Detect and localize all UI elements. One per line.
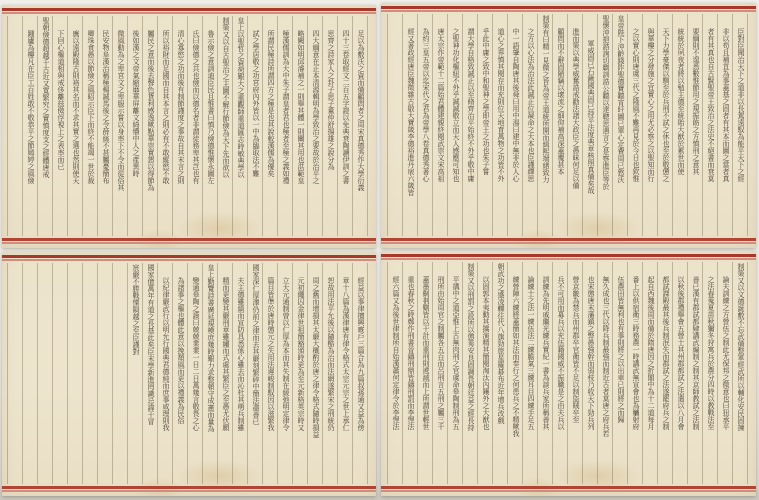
text-column: 廡以遠殿隆古則袼其名而不求其實之選也然則使天 [72, 30, 80, 184]
text-column: 非以苟且補苴為事蓋基之固者有其本而圖之當者真 [722, 28, 730, 182]
text-column: 起自西魏後周而備於隋唐因之折閣中為十二道每月 [647, 276, 655, 430]
text-column: 刑所由始周官之制屬各五百而呂刑言五刑之屬三千 [437, 276, 445, 430]
red-ruling-band-bottom [2, 486, 376, 492]
text-column: 中一語肇自陶唐其後舜曰用中湯曰建中無非於人心 [512, 28, 520, 182]
text-column: 兵不可用而募兵以充伍籍國威不振職是之由夫兵以 [557, 276, 565, 430]
manuscript-page-top-right [381, 3, 756, 248]
text-column: 謂大學自格致誠正以至脩齊治平始終不外乎敬中庸 [467, 28, 475, 182]
text-column: 天下力學豪傑以馴至於兵刑不試之休也至於敬憊之 [662, 28, 670, 182]
text-column: 重也春秋之時鄭作刑書晉鑄刑鼎皆鑄刑罰而李悝法 [407, 276, 415, 430]
text-column: 之聖神功化樞紐不外乎誠誠敬立而天人感應可知也 [452, 28, 460, 182]
text-column: 蓋墨劓剕劅皆以干計而重刑則遞減而上所謂世輕世 [422, 276, 430, 430]
text-column: 無久成也三代以降兵制最強而制近古者莫唐之府兵若 [602, 276, 610, 437]
text-column: 元初繩囚金律世祖簡豁頒時更為至元新格英宗時又 [297, 277, 305, 431]
text-columns-area [386, 14, 748, 236]
text-column: 試之學居敬之功宮府內外皆以一中為臨取法不難 [252, 30, 260, 177]
text-column: 夫主德雖縝而宣防具悉係心雖去而沁杜其萌兵制雖 [237, 277, 245, 431]
text-column: 制策又以自古聖治之主圖不解行節儉為天下先而欲以 [222, 17, 230, 178]
text-column: 要綱則不遑悉數惟節用之規振飭之方慎刑之意其 [692, 28, 700, 175]
text-column: 魯示儉之意訓迪臣民且惟書曰慎乃儉德惟懷永圖左 [207, 30, 215, 184]
text-column: 營京畿為禁兵而州郡卒官衛皆不足以制盜賊卒至 [572, 276, 580, 423]
text-column: 制策有曰精一見微之旨為帝王道統所開而緝熙端緒致力 [542, 15, 550, 183]
text-column: 後如漢之文帝氣縮靡華屏離文綺懵中人之產異時 [132, 30, 140, 177]
text-column: 國家億萬年有道之長基此矣臣末學新進罔識忌諱干冒 [147, 264, 155, 425]
red-ruling-band-top [2, 255, 376, 261]
text-column: 踵廬為樓凡在臣工百姓敢不敬恭平之節嫣婷之風儉 [27, 30, 35, 184]
text-columns-area [7, 16, 368, 236]
text-column: 下回心樞道相與戒侈離玆傚俘視上之表率而已 [57, 30, 65, 170]
text-column: 皇帝陛下沖齡踐阼聖德寶聽宵旰圖已單心定費周已憝沃 [617, 15, 625, 183]
text-column: 清心寡慾之功而後有制節謹度之事故自其末言之則 [177, 30, 185, 184]
text-column: 經益以事律擅興廐戶三篇合為九篇叔孫通又益為傍 [357, 277, 365, 431]
text-column: 論夫訓練之方營伍之制此尤保邦之微意也曰狃承平 [722, 276, 730, 430]
text-column: 略闕如明邱濬補之一則舉其體一則闡其用也洪範皇 [297, 30, 305, 184]
text-column: 番上以供宿衛三時務農一時講武無宣會也為觿射府 [632, 276, 640, 430]
text-column: 之法春蒐夏苗秋獮冬狩寓兵於農分四時以教戰法至 [707, 276, 715, 430]
text-column: 乎此中庸之致中和聖神之學即帝王之功也朱子嘗 [482, 28, 490, 175]
text-column: 以秋後郡禮舉會五營士其州郡都試之法遣以八月會 [677, 276, 685, 430]
text-column: 軍威固已石鍬國典固已持平法度典章核照真備矣哉 [587, 40, 595, 194]
text-column: 所以裕財而足國而自其本言之則必有不敢縱慾不敢 [162, 30, 170, 184]
text-column: 宸嚴不勝戰慄隕越之至臣謹對 [132, 264, 140, 355]
text-column: 屬民之意而後去聲色貨利感逸歟點華崇實懇以得節為 [147, 30, 155, 191]
red-ruling-band-top [381, 254, 756, 260]
red-ruling-band-top [381, 6, 756, 12]
text-column: 四大綱意在正本清源輯明為學致治之要故於治平之 [312, 30, 320, 184]
text-column: 恕故用法平允後以隨酷為治而法網遂繁宋之刑統仍 [327, 277, 335, 431]
text-column: 聖懷沖挹諮詢切劘訓誥公聽以達聰思遇言之是察進臣等於 [602, 15, 610, 190]
text-column: 國家深仁厚澤仍前之律而去其嚴刻繁碎中簡法盡善已 [252, 264, 260, 425]
text-column: 以固郭本夷動其撟演精其簡閱淘汰內鑲外之大猷也 [482, 276, 490, 430]
text-column: 所謂民極詩所謂四方之極是也其說較漢儒為優矣 [267, 30, 275, 177]
text-columns-area [386, 262, 748, 484]
text-column: 精而更變其嚴刑章雖繡而式處其繁臣之至愚尤伏願 [222, 277, 230, 431]
manuscript-page-bottom-left [2, 252, 376, 496]
text-column: 四十三卷取經文二百五字證以免典衰陶讀伊訓之書 [342, 30, 350, 184]
text-column: 章十八篇為漢律唐有律令格式太宗元宗之世上承仁 [342, 277, 350, 431]
text-column: 論練士之法一練伍法二練膽氣三練耳目四練手足五 [527, 276, 535, 430]
text-column: 立大元通制曾以仁厚為本而其失制在緩弛明定律令 [282, 277, 290, 431]
text-column: 練營陣六練將蓋簡如其法而奉行之何患兵之不精歟我 [512, 276, 520, 437]
text-column: 善已漢有郡試都肄講武編制之制其京師教試之法制 [692, 276, 700, 430]
text-column: 訓練為先明戚繼光練兵實紀一書為談兵家所稱善其 [542, 276, 550, 430]
text-column: 都試課殿最其後兵制泯失而郡試之法遂罷府兵之制 [662, 276, 670, 430]
text-column: 卿珠貪愚以節儉之風昭示臣下而終不能竭一世於裁 [87, 30, 95, 184]
text-column: 足以為敷沃之資而備顧問者之周宋真德秀作大學衍義 [357, 30, 365, 191]
text-column: 唐太宗作帝範十二篇始君體建親終閱武崇文宋高祖 [437, 28, 445, 182]
text-column: 極漢儒訓為大中朱子謂皇者君也極者至極之義如禮 [282, 30, 290, 184]
text-column: 變通皋陶之謨曰兢兢業業一日二日萬幾言敬畏之心 [192, 277, 200, 431]
text-column: 統統於夙夜者將以勉主德至統貽大猷於累世而使 [677, 28, 685, 175]
text-column: 伍農田皆無利也有事則將之以出車已則將之而歸 [617, 276, 625, 423]
text-columns-area [7, 263, 368, 484]
manuscript-page-bottom-right [381, 251, 756, 496]
text-column: 皇上以聖哲之資荷艱大之重觀師重道匯志時敏典學以 [237, 17, 245, 178]
text-column: 之方以心法為治法此誠正位凝命之大本也臣謹繹思 [527, 28, 535, 182]
text-column: 臣對臣聞治天下之道非以長駕遠馭為能平天下之經 [737, 28, 745, 182]
text-column: 也宋懲唐末藩鎮之弊愚強幹而弱枝乃收天下勁兵列 [587, 276, 595, 430]
text-column: 道心之界慎其閱存而充則位天地育萬物之功皆不外 [497, 28, 505, 182]
text-column: 為諸事之樞也體此意以挽頹風而更以禮義為民俗 [177, 277, 185, 424]
red-ruling-band-bottom [381, 238, 756, 244]
text-column: 朝武功之盛凌轢往代八旗勁旅星羅碁布近年增兵改戲 [497, 263, 505, 424]
red-ruling-band-top [2, 8, 376, 14]
text-column: 周之舊而增損其太嚴大概酌於唐之律令格式隨時損益 [312, 277, 320, 438]
text-column: 顧問而不辭固陋竊以壞流之細仰補高深蓋覆甚本 [557, 28, 565, 175]
text-column: 之以實心則唐虞三代之隆風不難再見於今日也欽惟 [632, 28, 640, 182]
text-column: 者有其真也自古賢聖帝王致治之法史不絕書而衰莫 [707, 28, 715, 182]
text-column: 皇上勤覽詩書廣延規模庶幾時艱力求整頓守成憲而量為 [207, 264, 215, 432]
text-column: 為約三皇五帝以迄宋代之君為帝學八卷真德秀著心 [422, 28, 430, 182]
text-column: 經又著政經唐臣魏徵雜古敭大寶箴李德裕進丹扆六箴皆 [407, 28, 415, 196]
text-column: 篇目皆準於唐時懲元之失用法遲峻制馭因以滋繁我 [267, 277, 275, 431]
red-ruling-band-bottom [2, 238, 376, 244]
text-column: 平搆中之道亞惟上古無肉刑之官虞命皋陶制刑為五 [452, 276, 460, 430]
text-column: 民安物阜漢治稱極楊誠馬後之令薛絲不甚屬憂簡布 [102, 30, 110, 184]
text-column: 思齊之詩家人之卦子思子董仲舒揚雄之說分為 [327, 30, 335, 170]
text-column: 與華樓之分發施之宜實心之用尤必察之以聖知而行 [647, 28, 655, 182]
manuscript-page-top-left [2, 5, 376, 248]
text-column: 制策又以刑罰之設所以懲莠安良固調畏朝廷益之經長持 [467, 263, 475, 431]
text-column: 聖朝儉德超越千古近又寬繁究之實慎度支之經體唐戒 [42, 17, 50, 178]
text-column: 經六篇又為後世律制所自始漢蕭何定律令於李悝法 [392, 276, 400, 430]
red-ruling-band-bottom [381, 486, 756, 492]
text-column: 以紀律嚴武行以明允行國典君德純而庶事咸理則我 [162, 277, 170, 431]
text-column: 氏曰儉德之共也儉而以德名者非謂徒務卑其芑也有 [192, 30, 200, 184]
text-column: 微風動為之卑宮文之卑服示嘗以身率下不令而從俗其 [117, 30, 125, 191]
text-column: 制策又以文德誕敷不忘武備整軍經武所以輔化安民固揀 [737, 263, 745, 431]
text-column: 進而策以典學威奮誥戒勸法諸大政臣之愚昧何足以備 [572, 28, 580, 189]
